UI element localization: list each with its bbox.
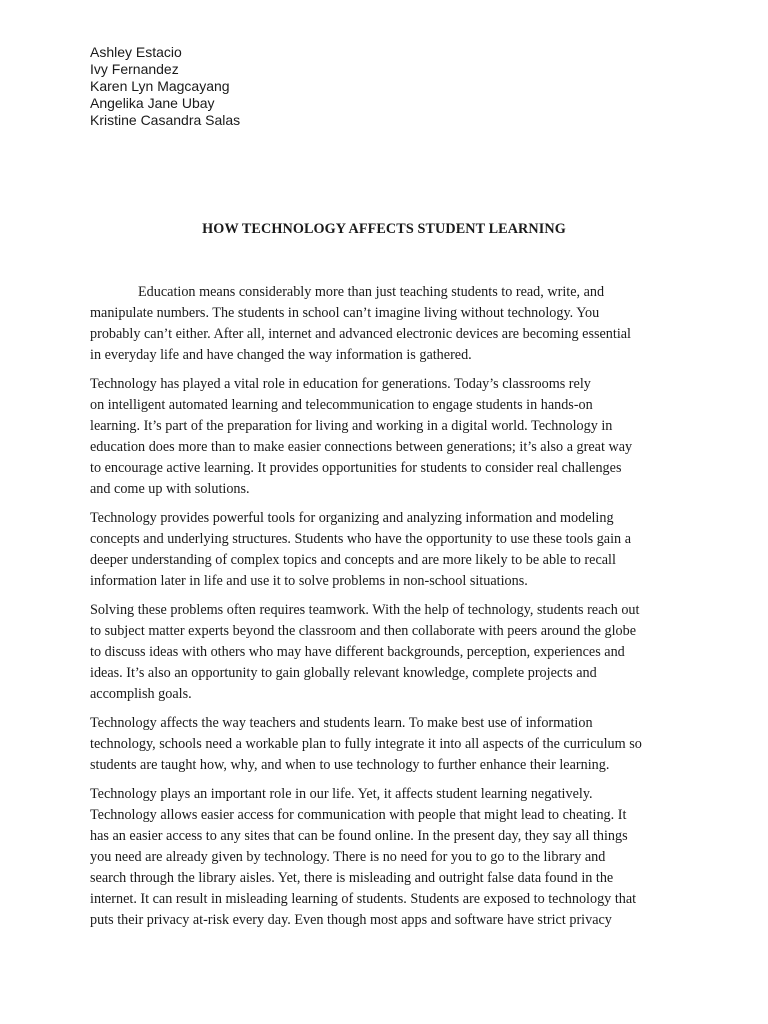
- paragraph-line: Technology provides powerful tools for organizing and analyzing information and modeling: [90, 510, 614, 526]
- paragraph-line: to encourage active learning. It provides opportunities for students to consider real challenges: [90, 460, 622, 476]
- paragraph-line: and come up with solutions.: [90, 481, 250, 497]
- paragraph-line: to discuss ideas with others who may have different backgrounds, perception, experiences and: [90, 644, 625, 660]
- author-name: Angelika Jane Ubay: [90, 95, 215, 111]
- paragraph-line: Technology allows easier access for communication with people that might lead to cheating. It: [90, 807, 627, 823]
- paragraph-line: to subject matter experts beyond the classroom and then collaborate with peers around the globe: [90, 623, 637, 639]
- author-name: Ashley Estacio: [90, 44, 182, 60]
- paragraph-line: you need are already given by technology. There is no need for you to go to the library and: [90, 849, 606, 865]
- body-paragraph: [90, 282, 680, 366]
- body-paragraph: [90, 784, 680, 931]
- author-name: Karen Lyn Magcayang: [90, 78, 230, 94]
- paragraph-line: Technology has played a vital role in education for generations. Today’s classrooms rely: [90, 376, 591, 392]
- author-name: Ivy Fernandez: [90, 61, 179, 77]
- paragraph-line: Technology affects the way teachers and students learn. To make best use of information: [90, 715, 593, 731]
- paragraph-line: students are taught how, why, and when to use technology to further enhance their learning.: [90, 757, 610, 773]
- body-paragraph: [90, 600, 680, 705]
- body-paragraph: [90, 374, 680, 500]
- paragraph-line: ideas. It’s also an opportunity to gain globally relevant knowledge, complete projects and: [90, 665, 597, 681]
- paragraph-line: in everyday life and have changed the way information is gathered.: [90, 347, 472, 363]
- document-title: HOW TECHNOLOGY AFFECTS STUDENT LEARNING: [202, 221, 566, 237]
- paragraph-line: Technology plays an important role in our life. Yet, it affects student learning negatively.: [90, 786, 593, 802]
- paragraph-line: information later in life and use it to solve problems in non-school situations.: [90, 573, 528, 589]
- paragraph-line: Solving these problems often requires teamwork. With the help of technology, students reach out: [90, 602, 640, 618]
- paragraph-line: learning. It’s part of the preparation for living and working in a digital world. Technology in: [90, 418, 613, 434]
- paragraph-line: Education means considerably more than just teaching students to read, write, and: [138, 284, 605, 300]
- paragraph-line: concepts and underlying structures. Students who have the opportunity to use these tools gain a: [90, 531, 631, 547]
- document-body: [90, 282, 680, 939]
- paragraph-line: puts their privacy at-risk every day. Even though most apps and software have strict privacy: [90, 912, 612, 928]
- paragraph-line: deeper understanding of complex topics and concepts and are more likely to be able to recall: [90, 552, 616, 568]
- paragraph-line: probably can’t either. After all, internet and advanced electronic devices are becoming essential: [90, 326, 631, 342]
- paragraph-line: search through the library aisles. Yet, there is misleading and outright false data found in the: [90, 870, 614, 886]
- body-paragraph: [90, 713, 680, 776]
- author-name: Kristine Casandra Salas: [90, 112, 241, 128]
- paragraph-line: accomplish goals.: [90, 686, 192, 702]
- body-paragraph: [90, 508, 680, 592]
- paragraph-line: has an easier access to any sites that can be found online. In the present day, they say all things: [90, 828, 628, 844]
- paragraph-line: manipulate numbers. The students in school can’t imagine living without technology. You: [90, 305, 600, 321]
- author-list: [90, 44, 240, 129]
- paragraph-line: internet. It can result in misleading learning of students. Students are exposed to technology that: [90, 891, 637, 907]
- paragraph-line: technology, schools need a workable plan to fully integrate it into all aspects of the curriculum so: [90, 736, 642, 752]
- paragraph-line: on intelligent automated learning and telecommunication to engage students in hands-on: [90, 397, 593, 413]
- paragraph-line: education does more than to make easier connections between generations; it’s also a great way: [90, 439, 633, 455]
